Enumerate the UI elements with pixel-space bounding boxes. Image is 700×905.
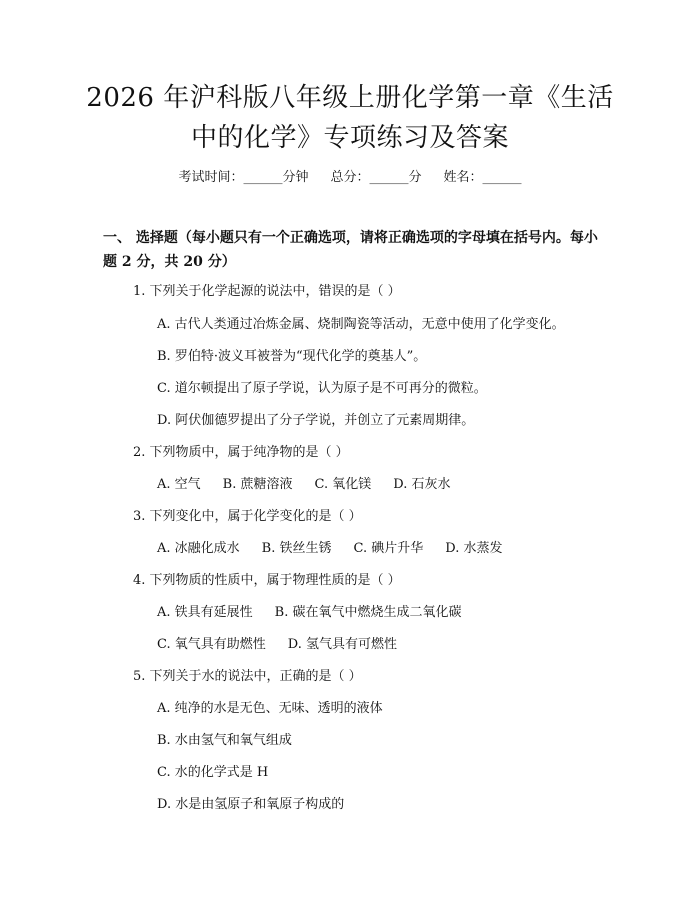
option-row — [157, 475, 450, 495]
document-title — [60, 78, 640, 158]
question-stem: 1. 下列关于化学起源的说法中，错误的是（ ） — [133, 284, 401, 299]
option-row — [157, 603, 461, 623]
option-item: C. 道尔顿提出了原子学说，认为原子是不可再分的微粒。 — [157, 381, 487, 396]
title-line-2: 中的化学》专项练习及答案 — [190, 123, 509, 153]
option-item: B. 铁丝生锈 — [261, 541, 332, 556]
question-stem: 4. 下列物质的性质中，属于物理性质的是（ ） — [133, 573, 401, 588]
exam-time: 考试时间：______分钟 — [178, 170, 309, 185]
option-item: B. 碳在氧气中燃烧生成二氧化碳 — [274, 605, 462, 620]
option-item: A. 铁具有延展性 — [157, 605, 253, 620]
student-name: 姓名：______ — [443, 170, 522, 185]
option-item: D. 水蒸发 — [445, 541, 503, 556]
option-item: C. 氧化镁 — [314, 477, 372, 492]
option-item: B. 罗伯特·波义耳被誉为“现代化学的奠基人”。 — [157, 349, 427, 364]
title-line-1: 2026 年沪科版八年级上册化学第一章《生活 — [86, 83, 614, 113]
option-item: D. 阿伏伽德罗提出了分子学说，并创立了元素周期律。 — [157, 413, 475, 428]
question-stem: 5. 下列关于水的说法中，正确的是（ ） — [133, 669, 362, 684]
option-item: C. 水的化学式是 H — [157, 765, 269, 780]
question-stem: 2. 下列物质中，属于纯净物的是（ ） — [133, 445, 349, 460]
exam-info — [0, 168, 700, 188]
option-item: A. 空气 — [157, 477, 201, 492]
option-item: D. 石灰水 — [393, 477, 451, 492]
option-row — [157, 539, 502, 559]
option-item: A. 冰融化成水 — [157, 541, 240, 556]
option-item: B. 蔗糖溶液 — [222, 477, 293, 492]
question-stem: 3. 下列变化中，属于化学变化的是（ ） — [133, 509, 362, 524]
option-item: A. 古代人类通过冶炼金属、烧制陶瓷等活动，无意中使用了化学变化。 — [157, 317, 565, 332]
option-item: D. 水是由氢原子和氧原子构成的 — [157, 797, 345, 812]
option-item: C. 碘片升华 — [353, 541, 424, 556]
option-item: C. 氧气具有助燃性 — [157, 637, 266, 652]
option-item: D. 氢气具有可燃性 — [287, 637, 397, 652]
option-row — [157, 635, 397, 655]
option-item: A. 纯净的水是无色、无味、透明的液体 — [157, 701, 383, 716]
total-score: 总分：______分 — [330, 170, 422, 185]
section-heading: 一、 选择题（每小题只有一个正确选项，请将正确选项的字母填在括号内。每小题 2 分，共 20 分） — [103, 230, 598, 270]
option-item: B. 水由氢气和氧气组成 — [157, 733, 292, 748]
